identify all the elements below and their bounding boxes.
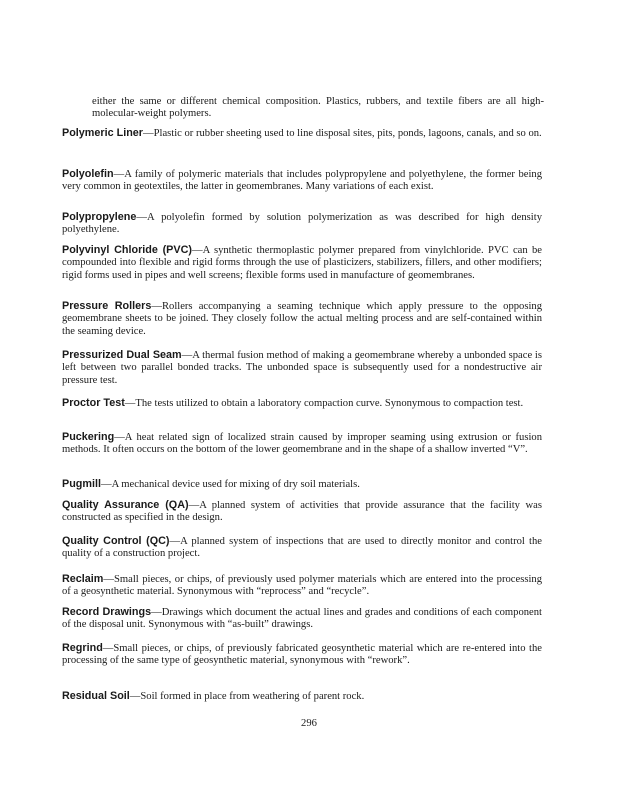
glossary-entry: Quality Control (QC)—A planned system of inspections that are used to directly monitor and control the quality of a construction project. [62,535,542,560]
glossary-entry: Pressure Rollers—Rollers accompanying a seaming technique which apply pressure to the opposing geomembrane sheets to be joined. They closely follow the actual melting process and are self-contained within the seaming device. [62,300,542,337]
glossary-term: Pressurized Dual Seam [62,349,182,361]
glossary-definition: A heat related sign of localized strain caused by improper seaming using extrusion or fusion methods. It often occurs on the bottom of the lower geomembrane and in the shape of a shallow inverted “V”. [62,432,542,456]
glossary-term: Pressure Rollers [62,300,152,312]
glossary-definition: A planned system of inspections that are used to directly monitor and control the quality of a construction project. [62,536,542,560]
glossary-term: Reclaim [62,573,104,585]
glossary-entry: Residual Soil—Soil formed in place from weathering of parent rock. [62,690,365,702]
glossary-entry: Polyolefin—A family of polymeric materials that includes polypropylene and polyethylene, the former being very common in geotextiles, the latter in geomembranes. Many variations of each exist. [62,168,542,193]
glossary-term: Regrind [62,642,103,654]
glossary-entry: Polyvinyl Chloride (PVC)—A synthetic thermoplastic polymer prepared from vinylchloride. PVC can be compounded into flexible and rigid forms through the use of plasticizers, stabilizers, fillers, and other modifiers; rigid forms used in pipes and well screens; flexible forms used in manufacture of geomembranes. [62,244,542,281]
glossary-entry: Record Drawings—Drawings which document the actual lines and grades and conditions of each component of the disposal unit. Synonymous with “as-built” drawings. [62,606,542,631]
glossary-definition: Rollers accompanying a seaming technique which apply pressure to the opposing geomembrane sheets to be joined. They closely follow the actual melting process and are self-contained within the seaming device. [62,301,542,337]
glossary-entry: Reclaim—Small pieces, or chips, of previously used polymer materials which are entered into the processing of a geosynthetic material. Synonymous with “reprocess” and “recycle”. [62,573,542,598]
glossary-definition: A planned system of activities that provide assurance that the facility was constructed as specified in the design. [62,500,543,524]
glossary-definition: Plastic or rubber sheeting used to line disposal sites, pits, ponds, lagoons, canals, and so on. [153,128,542,139]
glossary-entry: Polymeric Liner—Plastic or rubber sheeting used to line disposal sites, pits, ponds, lagoons, canals, and so on. [62,127,542,139]
page-number: 296 [301,718,317,729]
glossary-definition: A polyolefin formed by solution polymerization as was described for high density polyethylene. [62,212,542,236]
glossary-entry: Pugmill—A mechanical device used for mixing of dry soil materials. [62,478,360,490]
glossary-term: Pugmill [62,478,101,490]
glossary-definition: A thermal fusion method of making a geomembrane whereby a unbonded space is left between two parallel bonded tracks. The unbonded space is subsequently used for a nondestructive air pressure test. [62,350,542,386]
glossary-entry: Quality Assurance (QA)—A planned system of activities that provide assurance that the facility was constructed as specified in the design. [62,499,543,524]
glossary-entry: Puckering—A heat related sign of localized strain caused by improper seaming using extrusion or fusion methods. It often occurs on the bottom of the lower geomembrane and in the shape of a shallow inverted “V”. [62,431,542,456]
glossary-term: Residual Soil [62,690,130,702]
glossary-term: Proctor Test [62,397,125,409]
glossary-entry: Polypropylene—A polyolefin formed by solution polymerization as was described for high density polyethylene. [62,211,542,236]
glossary-term: Polypropylene [62,211,137,223]
glossary-term: Polymeric Liner [62,127,144,139]
glossary-definition: The tests utilized to obtain a laboratory compaction curve. Synonymous to compaction test. [135,398,524,409]
glossary-definition: Soil formed in place from weathering of parent rock. [140,691,365,702]
glossary-term: Puckering [62,431,115,443]
glossary-term: Record Drawings [62,606,152,618]
glossary-entry: Regrind—Small pieces, or chips, of previously fabricated geosynthetic material which are re-entered into the processing of the same type of geosynthetic material, synonymous with “rework”. [62,642,542,667]
glossary-entry: Pressurized Dual Seam—A thermal fusion method of making a geomembrane whereby a unbonded space is left between two parallel bonded tracks. The unbonded space is subsequently used for a nondestructive air pressure test. [62,349,542,386]
glossary-term: Quality Assurance (QA) [62,499,189,511]
glossary-definition: Drawings which document the actual lines and grades and conditions of each component of the disposal unit. Synonymous with “as-built” drawings. [62,607,542,631]
glossary-term: Polyolefin [62,168,114,180]
glossary-term: Polyvinyl Chloride (PVC) [62,244,192,256]
glossary-definition: A mechanical device used for mixing of dry soil materials. [111,479,360,490]
glossary-term: Quality Control (QC) [62,535,170,547]
continuation-text: either the same or different chemical composition. Plastics, rubbers, and textile fibers are all high-molecular-weight polymers. [92,96,544,120]
glossary-definition: A family of polymeric materials that includes polypropylene and polyethylene, the former being very common in geotextiles, the latter in geomembranes. Many variations of each exist. [62,169,542,193]
glossary-definition: A synthetic thermoplastic polymer prepared from vinylchloride. PVC can be compounded into flexible and rigid forms through the use of plasticizers, stabilizers, fillers, and other modifiers; rigid forms used in pipes and well screens; flexible forms used in manufacture of geomembranes. [62,245,542,281]
glossary-definition: Small pieces, or chips, of previously fabricated geosynthetic material which are re-entered into the processing of the same type of geosynthetic material, synonymous with “rework”. [62,643,542,667]
glossary-entry: Proctor Test—The tests utilized to obtain a laboratory compaction curve. Synonymous to compaction test. [62,397,524,409]
glossary-definition: Small pieces, or chips, of previously used polymer materials which are entered into the processing of a geosynthetic material. Synonymous with “reprocess” and “recycle”. [62,574,542,598]
